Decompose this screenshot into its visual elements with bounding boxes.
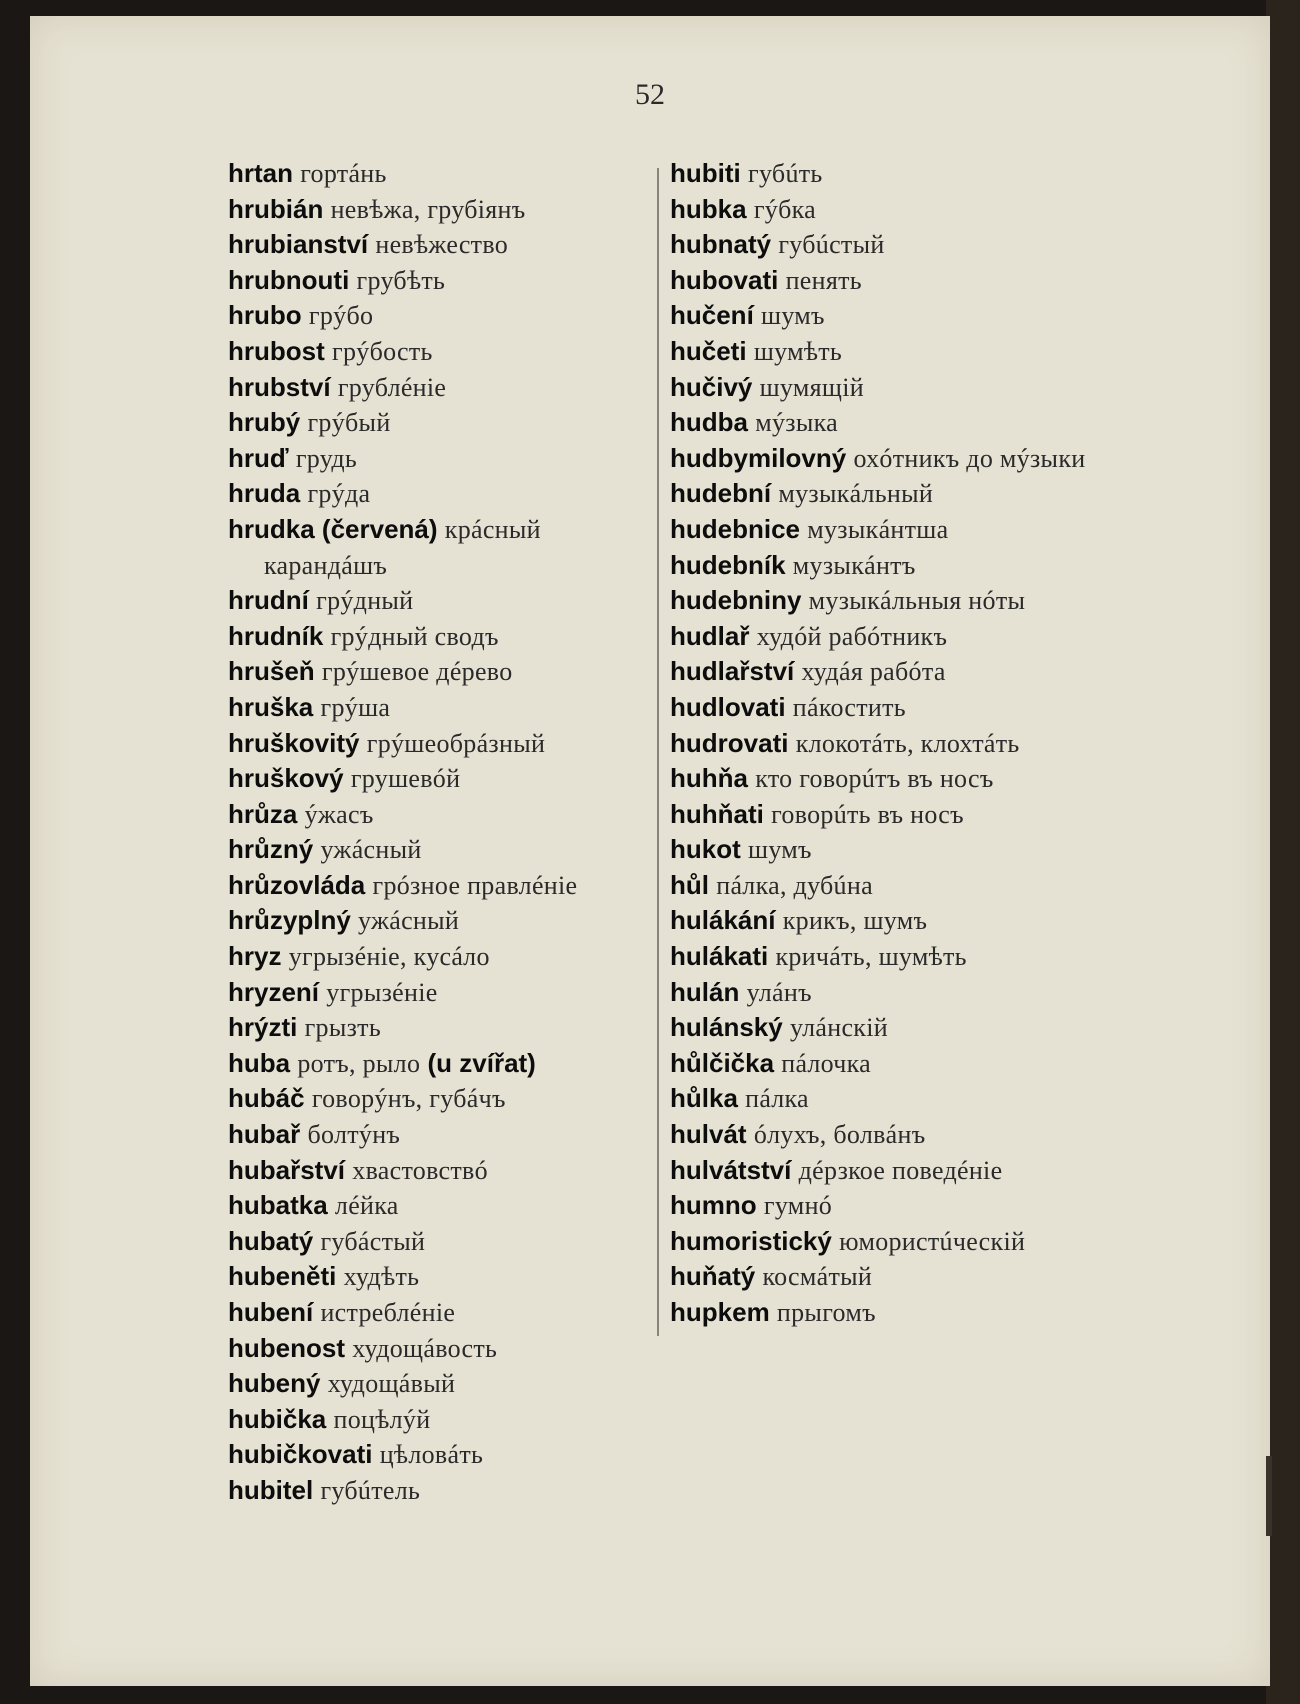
headword: hubařství — [228, 1154, 346, 1185]
translation: грублéніе — [337, 372, 447, 402]
dictionary-entry — [670, 1224, 1120, 1260]
headword: hruda — [228, 478, 301, 509]
dictionary-entry — [670, 1188, 1120, 1224]
translation: лéйка — [334, 1191, 399, 1221]
headword: hudrovati — [670, 727, 789, 758]
dictionary-entry — [228, 690, 648, 726]
headword: hrubo — [228, 300, 302, 331]
dictionary-entry — [670, 1153, 1120, 1189]
headword: hubnatý — [670, 229, 772, 260]
dictionary-entry — [228, 1259, 648, 1295]
dictionary-entry — [670, 512, 1120, 548]
translation: дéрзкое поведéніе — [798, 1155, 1003, 1185]
translation: гýбка — [753, 194, 816, 224]
dictionary-entry — [670, 1259, 1120, 1295]
dictionary-entry — [228, 975, 648, 1011]
headword: hrtan — [228, 158, 293, 188]
headword: hubeněti — [228, 1261, 337, 1292]
headword: hulákání — [670, 905, 776, 936]
headword: hubovati — [670, 264, 779, 295]
dictionary-entry — [228, 619, 648, 655]
translation: óлухъ, болвáнъ — [753, 1120, 926, 1150]
headword: huba — [228, 1047, 291, 1078]
headword: hudlařství — [670, 656, 795, 687]
dictionary-entry — [228, 227, 648, 263]
translation: губúстый — [778, 230, 885, 260]
translation: поцѣлýй — [333, 1404, 431, 1434]
headword: hučení — [670, 300, 754, 331]
translation: пáлка — [745, 1084, 809, 1114]
dictionary-entry — [228, 1473, 648, 1509]
translation: худощáвый — [327, 1369, 456, 1399]
dictionary-entry — [228, 1295, 648, 1331]
dictionary-entry — [670, 868, 1120, 904]
dictionary-entry — [670, 939, 1120, 975]
translation: говорúть въ носъ — [771, 799, 964, 829]
headword: hudebnice — [670, 513, 801, 544]
headword: hudebník — [670, 549, 786, 580]
margin-mark — [1266, 1456, 1272, 1536]
translation: говорýнъ, губáчъ — [311, 1084, 506, 1114]
translation: истреблéніе — [320, 1298, 456, 1327]
translation: музыкáльный — [778, 479, 934, 509]
dictionary-entry — [670, 548, 1120, 584]
headword: hulánský — [670, 1012, 783, 1043]
translation: грóзное правлéніе — [372, 870, 578, 900]
translation: улáнскій — [789, 1013, 888, 1043]
right-column — [670, 156, 1120, 1331]
translation: ротъ, рыло — [297, 1048, 421, 1078]
translation: губúтель — [320, 1475, 421, 1505]
translation: грýбый — [307, 408, 391, 438]
dictionary-entry — [670, 975, 1120, 1011]
translation: мýзыка — [755, 408, 839, 438]
dictionary-entry — [670, 797, 1120, 833]
headword: hrubství — [228, 371, 331, 402]
dictionary-entry — [228, 263, 648, 299]
dictionary-entry — [228, 583, 648, 619]
dictionary-page — [30, 16, 1270, 1686]
headword: hůlčička — [670, 1047, 775, 1078]
dictionary-entry — [670, 1117, 1120, 1153]
scan-background-edge — [1266, 0, 1300, 1704]
headword: hůlka — [670, 1083, 738, 1114]
translation: болтýнъ — [307, 1120, 401, 1150]
dictionary-entry — [228, 1437, 648, 1473]
headword: hůl — [670, 869, 709, 900]
headword: hudební — [670, 478, 772, 509]
headword: hrubianství — [228, 229, 369, 260]
headword: hrůzovláda — [228, 869, 366, 900]
headword: hrýzti — [228, 1012, 298, 1043]
headword: humno — [670, 1190, 757, 1221]
dictionary-entry — [228, 726, 648, 762]
translation: грýда — [307, 479, 371, 509]
dictionary-entry — [670, 832, 1120, 868]
translation: крикъ, шумъ — [782, 906, 928, 936]
left-column — [228, 156, 648, 1509]
headword: huhňa — [670, 763, 748, 794]
headword: hudlovati — [670, 691, 786, 722]
dictionary-entry — [228, 939, 648, 975]
dictionary-entry — [670, 619, 1120, 655]
headword: hukot — [670, 834, 741, 865]
translation: крáсный карандáшъ — [264, 514, 541, 580]
page-number: 52 — [635, 78, 665, 111]
headword: hruška — [228, 691, 314, 722]
translation: худáя рабóта — [801, 657, 946, 687]
translation: шумящій — [759, 372, 864, 402]
dictionary-entry — [228, 761, 648, 797]
headword: hrůzyplný — [228, 905, 351, 936]
headword: hučivý — [670, 371, 753, 402]
translation: ýжасъ — [304, 799, 374, 829]
translation: юмористúческій — [839, 1226, 1026, 1256]
headword: hryz — [228, 941, 282, 972]
headword: hruď — [228, 442, 289, 473]
dictionary-entry — [670, 263, 1120, 299]
dictionary-entry — [228, 476, 648, 512]
headword: hučeti — [670, 335, 747, 366]
dictionary-entry — [670, 298, 1120, 334]
translation: шумъ — [748, 835, 812, 865]
translation: грýбость — [332, 336, 433, 366]
headword: hulvátství — [670, 1154, 792, 1185]
headword: hubatka — [228, 1190, 328, 1221]
translation: пáлка, дубúна — [716, 870, 873, 900]
dictionary-entry — [670, 1010, 1120, 1046]
dictionary-entry — [228, 903, 648, 939]
dictionary-entry — [228, 156, 648, 192]
translation: гортáнь — [300, 159, 387, 188]
headword: humoristický — [670, 1225, 832, 1256]
headword: hudebniny — [670, 585, 802, 616]
headword: hulákati — [670, 941, 769, 972]
headword: hrudní — [228, 585, 309, 616]
dictionary-entry — [670, 1046, 1120, 1082]
headword: hrušeň — [228, 656, 315, 687]
translation: грýша — [320, 692, 391, 722]
translation: грýдный сводъ — [330, 621, 499, 651]
dictionary-entry — [228, 1402, 648, 1438]
headword: hrubián — [228, 193, 324, 224]
translation: угрызéніе — [326, 977, 438, 1007]
translation: угрызéніе, кусáло — [288, 942, 490, 972]
headword: hrubost — [228, 335, 325, 366]
dictionary-entry — [228, 405, 648, 441]
translation: ужáсный — [358, 906, 460, 936]
usage-note: (u zvířat) — [427, 1047, 536, 1078]
headword: hrůzný — [228, 834, 314, 865]
dictionary-entry — [670, 761, 1120, 797]
dictionary-entry — [670, 405, 1120, 441]
translation: космáтый — [762, 1262, 873, 1292]
headword: hubičkovati — [228, 1439, 373, 1470]
translation: невѣжа, грубіянъ — [330, 194, 526, 224]
dictionary-entry — [228, 797, 648, 833]
headword: hubáč — [228, 1083, 305, 1114]
translation: губáстый — [320, 1226, 426, 1256]
dictionary-entry — [228, 1188, 648, 1224]
headword: hubička — [228, 1403, 327, 1434]
translation: шумѣть — [753, 336, 843, 366]
dictionary-entry — [228, 654, 648, 690]
dictionary-entry — [228, 832, 648, 868]
dictionary-entry — [228, 1331, 648, 1367]
headword: hupkem — [670, 1297, 770, 1327]
dictionary-entry — [228, 1153, 648, 1189]
dictionary-entry — [670, 690, 1120, 726]
dictionary-entry — [228, 1224, 648, 1260]
headword: hubenost — [228, 1332, 345, 1363]
headword: huhňati — [670, 798, 764, 829]
headword: huňatý — [670, 1261, 756, 1292]
translation: музыкáльныя нóты — [808, 586, 1026, 616]
dictionary-entry — [228, 298, 648, 334]
headword: hubatý — [228, 1225, 314, 1256]
headword: hubitel — [228, 1474, 314, 1505]
translation: музыкáнтъ — [792, 550, 916, 580]
dictionary-entry — [670, 441, 1120, 477]
translation: грушевóй — [350, 764, 461, 794]
column-divider — [657, 168, 659, 1336]
dictionary-entry — [670, 1081, 1120, 1117]
dictionary-entry — [670, 476, 1120, 512]
headword: hrubý — [228, 407, 301, 438]
dictionary-entry — [228, 441, 648, 477]
dictionary-entry — [670, 654, 1120, 690]
dictionary-entry — [228, 868, 648, 904]
translation: грубѣть — [356, 265, 446, 295]
headword: hudlař — [670, 620, 750, 651]
dictionary-entry — [670, 903, 1120, 939]
translation: гумнó — [763, 1191, 833, 1221]
translation: шумъ — [761, 301, 825, 331]
headword: hryzení — [228, 976, 320, 1007]
dictionary-entry — [228, 1117, 648, 1153]
headword: hubiti — [670, 158, 741, 188]
headword: hrubnouti — [228, 264, 350, 295]
translation: музыкáнтша — [807, 514, 949, 544]
headword: hrůza — [228, 798, 298, 829]
translation: губúть — [748, 159, 823, 188]
headword: hubka — [670, 193, 747, 224]
translation: худощáвость — [352, 1333, 498, 1363]
headword: hudbymilovný — [670, 442, 847, 473]
translation: пенять — [785, 265, 862, 295]
translation: кричáть, шумѣть — [775, 942, 967, 972]
headword: hulvát — [670, 1119, 747, 1150]
translation: кто говорúтъ въ носъ — [755, 764, 994, 794]
headword: hudba — [670, 407, 748, 438]
translation: ужáсный — [320, 835, 422, 865]
translation: грýбо — [308, 301, 374, 331]
translation: невѣжество — [375, 230, 509, 260]
dictionary-entry — [670, 583, 1120, 619]
dictionary-entry — [228, 1046, 648, 1082]
translation: худóй рабóтникъ — [756, 621, 948, 651]
headword: hubař — [228, 1119, 301, 1150]
translation: грýшевое дéрево — [321, 657, 513, 687]
dictionary-entry — [228, 334, 648, 370]
translation: цѣловáть — [379, 1440, 484, 1470]
headword: hruškovitý — [228, 727, 360, 758]
headword: hrudka (červená) — [228, 513, 438, 544]
translation: охóтникъ до мýзыки — [853, 443, 1086, 473]
headword: hulán — [670, 976, 740, 1007]
dictionary-entry — [228, 1366, 648, 1402]
dictionary-entry — [670, 227, 1120, 263]
headword: hubený — [228, 1368, 321, 1399]
headword: hrudník — [228, 620, 324, 651]
translation: грýдный — [316, 586, 414, 616]
translation: пáлочка — [781, 1048, 872, 1078]
translation: хвастовствó — [352, 1155, 488, 1185]
translation: пáкостить — [792, 692, 906, 722]
translation: грызть — [304, 1013, 382, 1043]
translation: улáнъ — [746, 977, 812, 1007]
translation: грýшеобрáзный — [366, 728, 546, 758]
dictionary-entry — [670, 192, 1120, 228]
dictionary-entry — [228, 370, 648, 406]
dictionary-entry — [228, 1010, 648, 1046]
dictionary-entry — [670, 1295, 1120, 1331]
translation: клокотáть, клохтáть — [795, 728, 1020, 758]
translation: худѣть — [343, 1262, 420, 1292]
dictionary-entry — [670, 726, 1120, 762]
dictionary-entry — [228, 1081, 648, 1117]
dictionary-entry — [228, 192, 648, 228]
dictionary-entry — [670, 334, 1120, 370]
headword: hubení — [228, 1297, 314, 1327]
translation: грудь — [295, 443, 358, 473]
dictionary-entry — [670, 156, 1120, 192]
headword: hruškový — [228, 763, 344, 794]
dictionary-entry — [670, 370, 1120, 406]
dictionary-entry — [228, 512, 648, 583]
translation: прыгомъ — [776, 1298, 876, 1327]
